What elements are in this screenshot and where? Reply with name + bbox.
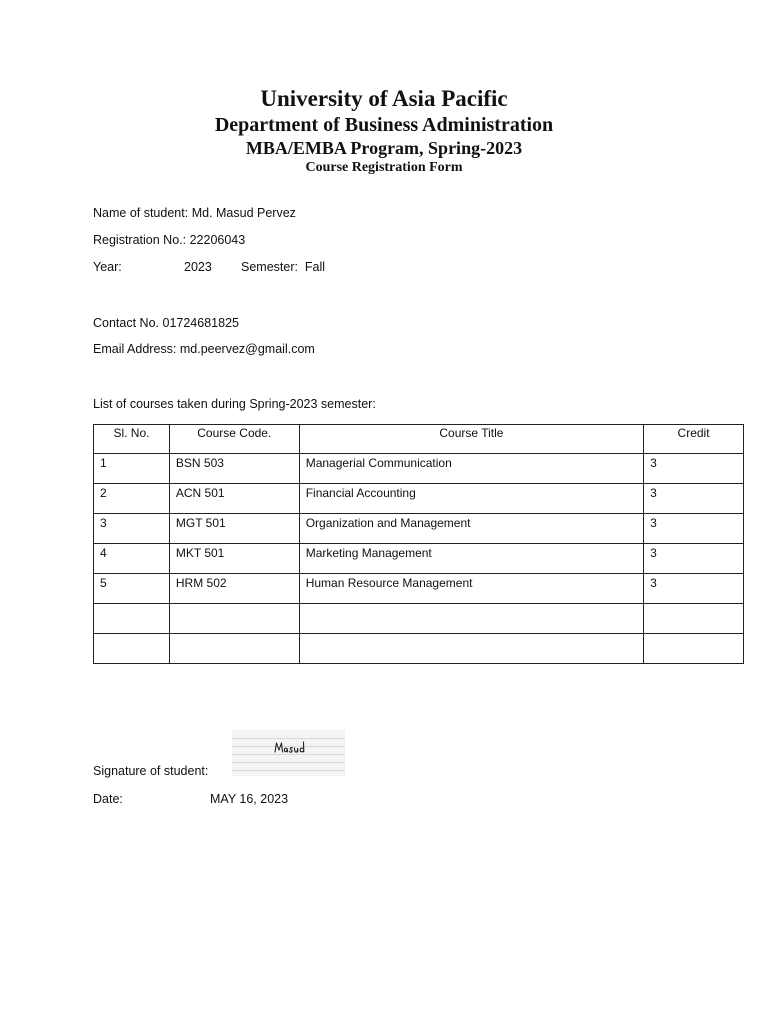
registration-field [93,233,245,247]
table-row-empty [94,604,744,634]
header-credit: Credit [644,425,744,454]
header-sl-no: Sl. No. [94,425,170,454]
cell-course-code: BSN 503 [169,454,299,484]
program-name: MBA/EMBA Program, Spring-2023 [245,138,523,158]
form-title: Course Registration Form [305,160,463,175]
table-row [94,574,744,604]
header-course-code: Course Code. [169,425,299,454]
student-name-field [93,206,296,220]
cell-course-title: Marketing Management [299,544,643,574]
cell-sl-no: 2 [94,484,170,514]
year-value: 2023 [184,260,212,274]
email-label: Email Address: [93,342,177,356]
cell-sl-no: 4 [94,544,170,574]
signature-image [232,730,345,776]
semester-value: Fall [304,260,326,274]
cell-sl-no [94,634,170,664]
cell-course-code [169,604,299,634]
cell-sl-no: 1 [94,454,170,484]
email-value: md.peervez@gmail.com [179,342,315,356]
email-field [93,342,315,356]
cell-credit: 3 [644,574,744,604]
cell-course-title [299,604,643,634]
date-value: MAY 16, 2023 [210,792,289,806]
cell-course-code: MGT 501 [169,514,299,544]
table-header-row [94,425,744,454]
department-name: Department of Business Administration [214,114,554,136]
date-label: Date: [93,792,123,806]
cell-credit [644,604,744,634]
contact-value: 01724681825 [162,316,239,330]
cell-credit: 3 [644,514,744,544]
year-label: Year: [93,260,122,274]
table-row [94,484,744,514]
cell-course-title: Organization and Management [299,514,643,544]
university-name: University of Asia Pacific [260,86,508,111]
table-row [94,544,744,574]
cell-sl-no [94,604,170,634]
cell-sl-no: 5 [94,574,170,604]
cell-course-title: Financial Accounting [299,484,643,514]
courses-caption: List of courses taken during Spring-2023 semester: [93,397,376,411]
cell-credit [644,634,744,664]
cell-course-code: ACN 501 [169,484,299,514]
registration-value: 22206043 [189,233,246,247]
cell-course-code: MKT 501 [169,544,299,574]
signature-handwriting [274,740,308,756]
registration-label: Registration No.: [93,233,187,247]
cell-credit: 3 [644,484,744,514]
semester-field [241,260,325,274]
table-row [94,514,744,544]
cell-course-title: Human Resource Management [299,574,643,604]
student-name-label: Name of student: [93,206,189,220]
semester-label: Semester: [241,260,298,274]
cell-credit: 3 [644,454,744,484]
student-name-value: Md. Masud Pervez [191,206,296,220]
signature-label: Signature of student: [93,764,209,778]
cell-sl-no: 3 [94,514,170,544]
cell-credit: 3 [644,544,744,574]
contact-label: Contact No. [93,316,160,330]
header-course-title: Course Title [299,425,643,454]
cell-course-title: Managerial Communication [299,454,643,484]
cell-course-code [169,634,299,664]
cell-course-code: HRM 502 [169,574,299,604]
cell-course-title [299,634,643,664]
table-row-empty [94,634,744,664]
table-row [94,454,744,484]
courses-table [93,424,744,664]
contact-field [93,316,239,330]
